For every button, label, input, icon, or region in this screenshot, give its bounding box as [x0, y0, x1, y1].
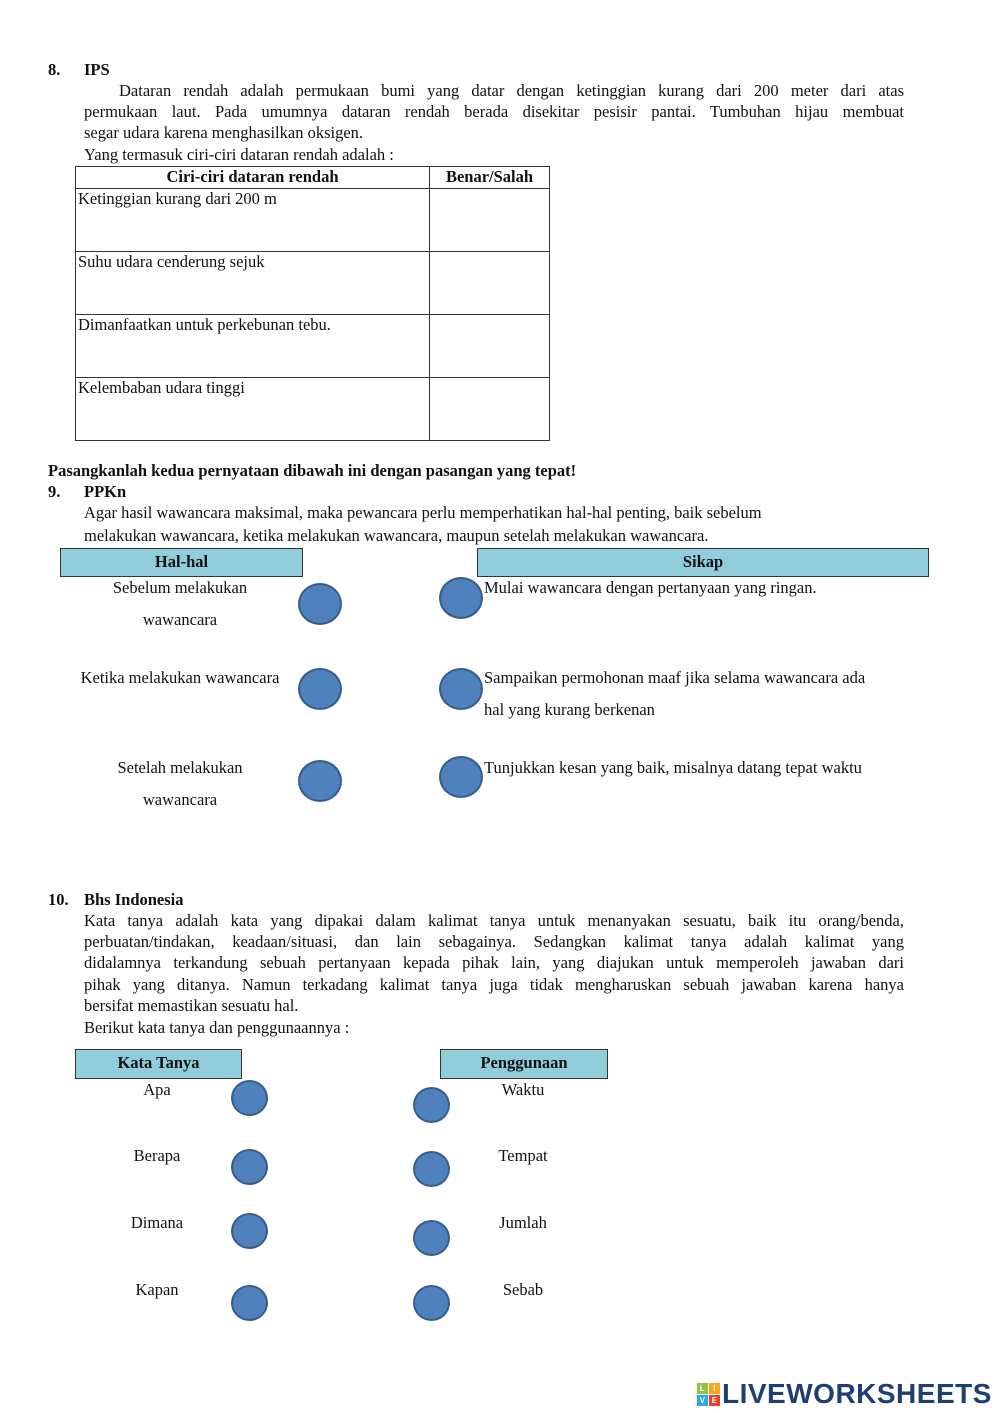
kata-tanya-item: Berapa: [133, 1146, 181, 1165]
hal-hal-header: Hal-hal: [60, 548, 303, 577]
answer-cell[interactable]: [430, 315, 550, 378]
table-cell: Ketinggian kurang dari 200 m: [76, 189, 430, 252]
match-right-item: Tunjukkan kesan yang baik, misalnya datang tepat waktu: [484, 758, 862, 777]
table-header: Benar/Salah: [430, 167, 550, 189]
match-left-dot[interactable]: [231, 1149, 268, 1185]
match-right-dot[interactable]: [413, 1220, 450, 1256]
penggunaan-item: Jumlah: [499, 1213, 547, 1232]
q9-paragraph-line: melakukan wawancara, ketika melakukan wawancara, maupun setelah melakukan wawancara.: [84, 526, 709, 545]
q9-number: 9.: [48, 482, 61, 501]
logo-text: LIVEWORKSHEETS: [722, 1378, 992, 1409]
table-row: [76, 315, 550, 378]
match-right-dot[interactable]: [439, 756, 483, 798]
penggunaan-item: Sebab: [502, 1280, 544, 1299]
table-cell: Suhu udara cenderung sejuk: [76, 252, 430, 315]
q8-paragraph-line: permukaan laut. Pada umumnya dataran rendah berada disekitar pesisir pantai. Tumbuhan hijau membuat: [84, 102, 904, 121]
match-left-dot[interactable]: [231, 1285, 268, 1321]
match-left-dot[interactable]: [231, 1213, 268, 1249]
q8-number: 8.: [48, 60, 61, 79]
logo-tiles-icon: [697, 1383, 720, 1406]
table-row: [76, 378, 550, 441]
logo-tile: L: [697, 1383, 708, 1394]
q10-paragraph-line: perbuatan/tindakan, keadaan/situasi, dan lain sebagainya. Sedangkan kalimat tanya adalah kalimat yang: [84, 932, 904, 951]
q10-number: 10.: [48, 890, 69, 909]
q8-prompt: Yang termasuk ciri-ciri dataran rendah adalah :: [84, 145, 394, 164]
match-left-dot[interactable]: [298, 760, 342, 802]
q8-subject: IPS: [84, 60, 110, 79]
table-cell: Kelembaban udara tinggi: [76, 378, 430, 441]
match-left-item: Setelah melakukan: [117, 758, 243, 777]
table-row: [76, 189, 550, 252]
table-cell: Dimanfaatkan untuk perkebunan tebu.: [76, 315, 430, 378]
penggunaan-item: Waktu: [501, 1080, 545, 1099]
q10-paragraph-line: pihak yang ditanya. Namun terkadang kalimat tanya juga tidak mengharuskan sebuah jawaban karena hanya: [84, 975, 904, 994]
answer-cell[interactable]: [430, 252, 550, 315]
q9-paragraph-line: Agar hasil wawancara maksimal, maka pewancara perlu memperhatikan hal-hal penting, baik sebelum: [84, 503, 762, 522]
logo-tile: I: [709, 1383, 720, 1394]
match-right-dot[interactable]: [439, 577, 483, 619]
penggunaan-header: Penggunaan: [440, 1049, 608, 1079]
match-left-dot[interactable]: [231, 1080, 268, 1116]
match-right-dot[interactable]: [413, 1285, 450, 1321]
instruction: Pasangkanlah kedua pernyataan dibawah ini dengan pasangan yang tepat!: [48, 461, 577, 480]
q10-paragraph-line: bersifat memastikan sesuatu hal.: [84, 996, 299, 1015]
match-left-item: Sebelum melakukan: [112, 578, 248, 597]
answer-cell[interactable]: [430, 189, 550, 252]
kata-tanya-item: Apa: [143, 1080, 171, 1099]
match-right-item: Sampaikan permohonan maaf jika selama wawancara ada: [484, 668, 866, 687]
q10-paragraph-line: didalamnya terkandung sebuah pertanyaan kepada pihak lain, yang diajukan untuk memperoleh jawaban dari: [84, 953, 904, 972]
match-left-item: wawancara: [142, 610, 218, 629]
q8-paragraph-line: segar udara karena menghasilkan oksigen.: [84, 123, 364, 142]
kata-tanya-header: Kata Tanya: [75, 1049, 242, 1079]
match-left-item: wawancara: [142, 790, 218, 809]
match-left-dot[interactable]: [298, 668, 342, 710]
match-right-item: hal yang kurang berkenan: [484, 700, 655, 719]
table-header: Ciri-ciri dataran rendah: [76, 167, 430, 189]
penggunaan-item: Tempat: [498, 1146, 548, 1165]
match-right-dot[interactable]: [413, 1087, 450, 1123]
table-row: [76, 252, 550, 315]
match-left-dot[interactable]: [298, 583, 342, 625]
q9-subject: PPKn: [84, 482, 127, 501]
match-right-item: Mulai wawancara dengan pertanyaan yang ringan.: [484, 578, 817, 597]
q10-paragraph-line: Kata tanya adalah kata yang dipakai dalam kalimat tanya untuk menanyakan sesuatu, baik itu orang/benda,: [84, 911, 904, 930]
kata-tanya-item: Dimana: [130, 1213, 184, 1232]
kata-tanya-item: Kapan: [135, 1280, 179, 1299]
logo-tile: V: [697, 1395, 708, 1406]
answer-cell[interactable]: [430, 378, 550, 441]
sikap-header: Sikap: [477, 548, 929, 577]
match-right-dot[interactable]: [413, 1151, 450, 1187]
q8-paragraph-line: Dataran rendah adalah permukaan bumi yang datar dengan ketinggian kurang dari 200 meter dari atas: [119, 81, 904, 100]
liveworksheets-logo: [697, 1378, 992, 1410]
match-left-item: Ketika melakukan wawancara: [80, 668, 280, 687]
match-right-dot[interactable]: [439, 668, 483, 710]
q10-prompt: Berikut kata tanya dan penggunaannya :: [84, 1018, 350, 1037]
logo-tile: E: [709, 1395, 720, 1406]
q8-table: [75, 166, 550, 441]
q10-subject: Bhs Indonesia: [84, 890, 184, 909]
